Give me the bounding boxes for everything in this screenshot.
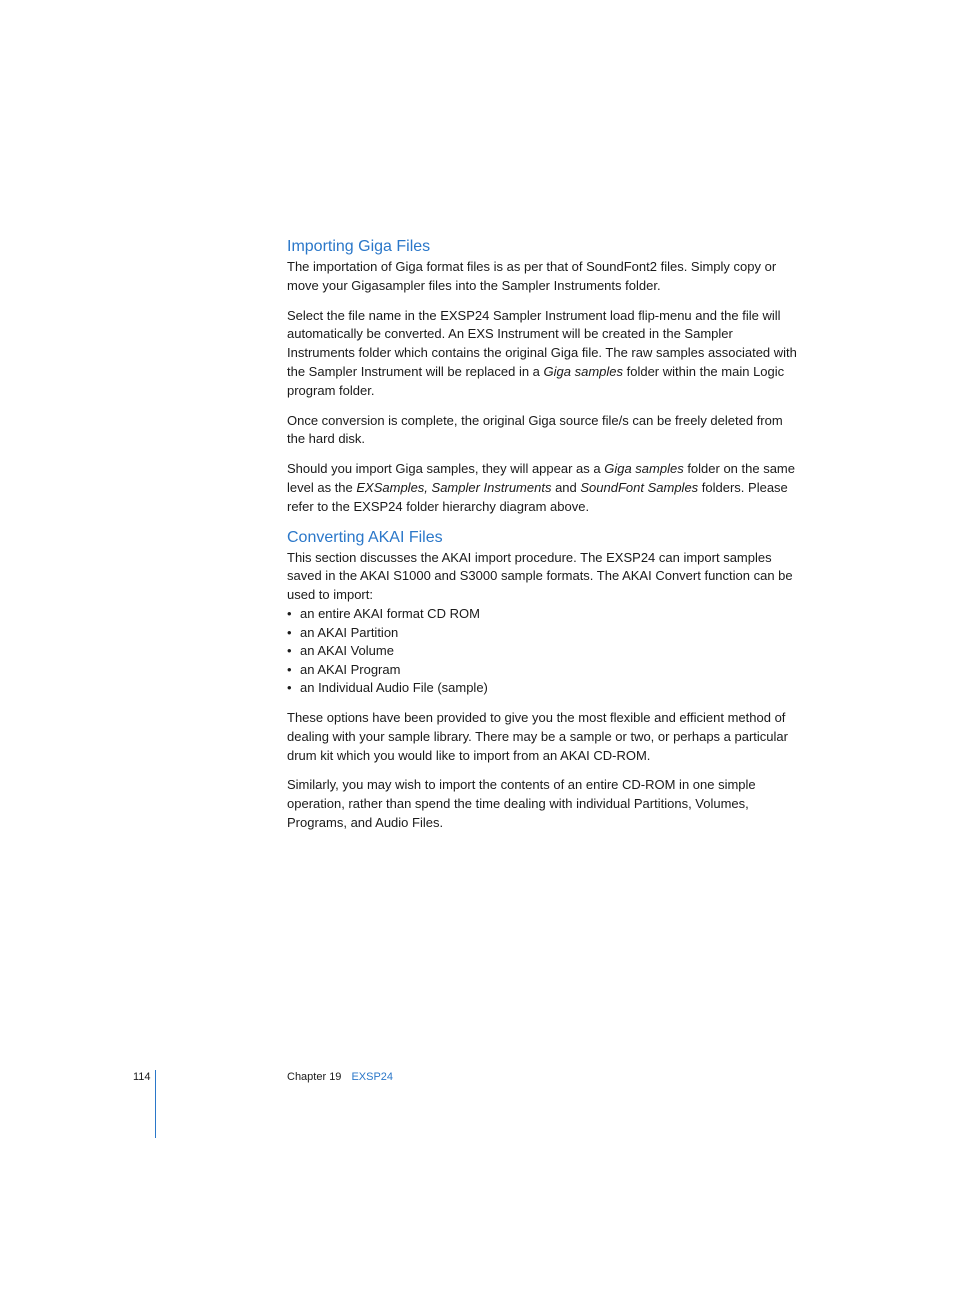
paragraph: The importation of Giga format files is as per that of SoundFont2 files. Simply copy or move your Gigasampler files into the Sampler Instruments folder. bbox=[287, 259, 777, 293]
import-options-list bbox=[287, 605, 797, 698]
bullet: • bbox=[287, 643, 292, 659]
chapter-footer bbox=[287, 1070, 393, 1084]
paragraph: Should you import Giga samples, they will appear as a Giga samples folder on the same level as the EXSamples, Sampler Instruments and SoundFont Samples folders. Please refer to the EXSP24 folder hierarchy diagram above. bbox=[287, 461, 795, 514]
heading-converting-akai-files: Converting AKAI Files bbox=[287, 528, 443, 546]
list-item: • an AKAI Program bbox=[287, 661, 797, 680]
bullet: • bbox=[287, 605, 292, 621]
paragraph: Similarly, you may wish to import the contents of an entire CD-ROM in one simple operation, rather than spend the time dealing with individual Partitions, Volumes, Programs, and Audio Files. bbox=[287, 777, 756, 830]
paragraph: These options have been provided to give you the most flexible and efficient method of dealing with your sample library. There may be a sample or two, or perhaps a particular drum kit which you would like to import from an AKAI CD-ROM. bbox=[287, 709, 788, 763]
bullet: • bbox=[287, 624, 292, 640]
list-item: • an AKAI Partition bbox=[287, 624, 797, 643]
page-number: 114 bbox=[133, 1071, 151, 1083]
bullet: • bbox=[287, 661, 292, 677]
chapter-label: Chapter 19 bbox=[287, 1071, 342, 1083]
chapter-name: EXSP24 bbox=[351, 1071, 394, 1083]
heading-importing-giga-files: Importing Giga Files bbox=[287, 238, 431, 255]
list-item: • an entire AKAI format CD ROM bbox=[287, 605, 797, 624]
bullet: • bbox=[287, 680, 292, 696]
list-item: • an AKAI Volume bbox=[287, 642, 797, 661]
paragraph: This section discusses the AKAI import procedure. The EXSP24 can import samples saved in the AKAI S1000 and S3000 sample formats. The AKAI Convert function can be used to import: bbox=[287, 549, 793, 603]
section-converting-akai bbox=[287, 528, 797, 833]
list-item: • an Individual Audio File (sample) bbox=[287, 679, 797, 698]
paragraph: Once conversion is complete, the original Giga source file/s can be freely deleted from the hard disk. bbox=[287, 412, 783, 447]
section-importing-giga bbox=[287, 237, 797, 517]
page-content bbox=[287, 237, 797, 844]
paragraph: Select the file name in the EXSP24 Sampler Instrument load flip-menu and the file will automatically be converted. An EXS Instrument will be created in the Sampler Instruments folder which contains the original Giga file. The raw samples associated with the Sampler Instrument will be replaced in a Giga samples folder within the main Logic program folder. bbox=[287, 307, 797, 398]
footer-divider bbox=[155, 1070, 156, 1138]
